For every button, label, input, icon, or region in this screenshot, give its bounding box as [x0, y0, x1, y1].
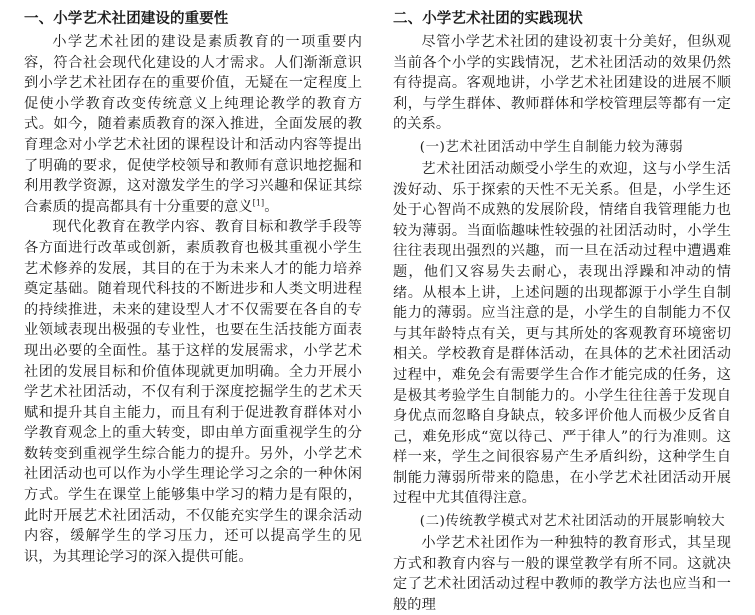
- section-title-practice: 二、小学艺术社团的实践现状: [393, 11, 583, 27]
- left-column: [24, 8, 362, 567]
- citation-marker: [1]: [252, 198, 265, 208]
- subsection-title-self-control: (一)艺术社团活动中学生自制能力较为薄弱: [419, 139, 684, 155]
- right-column: [393, 8, 731, 615]
- section-title-importance: 一、小学艺术社团建设的重要性: [24, 11, 229, 27]
- paragraph: 现代化教育在教学内容、教育目标和教学手段等各方面进行改革或创新，素质教育也极其重视小学生艺术修养的发展，其目的在于为未来人才的能力培养奠定基础。随着现代科技的不断进步和人类文明进程的持续推进，未来的建设型人才不仅需要在各自的专业领域表现出极强的专业性，也要在生活技能方面表现出必要的全面性。基于这样的发展需求，小学艺术社团的发展目标和价值体现就更加明确。全力开展小学艺术社团活动，不仅有利于深度挖掘学生的艺术天赋和提升其自主能力，而且有利于促进教育群体对小学教育观念上的重大转变，即由单方面重视学生的分数转变到重视学生综合能力的提升。另外，小学艺术社团活动也可以作为小学生理论学习之余的一种休闲方式。学生在课堂上能够集中学习的精力是有限的，此时开展艺术社团活动，不仅能充实学生的课余活动内容，缓解学生的学习压力，还可以提高学生的见识，为其理论学习的深入提供可能。: [24, 219, 362, 565]
- paragraph-text: 小学艺术社团的建设是素质教育的一项重要内容，符合社会现代化建设的人才需求。人们渐渐意识到小学艺术社团存在的重要价值，无疑在一定程度上促使小学教育改变传统意义上纯理论教学的教育方式。如今，随着素质教育的深入推进，全面发展的教育理念对小学艺术社团的课程设计和活动内容等提出了明确的要求，促使学校领导和教师有意识地挖掘和利用教学资源，这对激发学生的学习兴趣和保证其综合素质的提高都具有十分重要的意义: [24, 34, 362, 215]
- paragraph: 尽管小学艺术社团的建设初衷十分美好，但纵观当前各个小学的实践情况，艺术社团活动的效果仍然有待提高。客观地讲，小学艺术社团建设的进展不顺利，与学生群体、教师群体和学校管理层等都有一定的关系。: [393, 34, 731, 133]
- paragraph-end: 。: [264, 198, 279, 215]
- subsection-title-traditional-teaching: (二)传统教学模式对艺术社团活动的开展影响较大: [419, 514, 726, 530]
- paragraph: 小学艺术社团作为一种独特的教育形式，其呈现方式和教育内容与一般的课堂教学有所不同。这就决定了艺术社团活动过程中教师的教学方法也应当和一般的理: [393, 535, 731, 613]
- paragraph: [24, 32, 362, 217]
- paragraph: 艺术社团活动颇受小学生的欢迎，这与小学生活泼好动、乐于探索的天性不无关系。但是，小学生还处于心智尚不成熟的发展阶段，情绪自我管理能力也较为薄弱。当面临趣味性较强的社团活动时，小学生往往表现出强烈的兴趣，而一旦在活动过程中遭遇难题，他们又容易失去耐心，表现出浮躁和冲动的情绪。从根本上讲，上述问题的出现都源于小学生自制能力的薄弱。应当注意的是，小学生的自制能力不仅与其年龄特点有关，更与其所处的客观教育环境密切相关。学校教育是群体活动，在具体的艺术社团活动过程中，难免会有需要学生合作才能完成的任务，这是极其考验学生自制能力的。小学生往往善于发现自身优点而忽略自身缺点，较多评价他人而极少反省自己，难免形成“宽以待己、严于律人”的行为准则。这样一来，学生之间很容易产生矛盾纠纷，这种学生自制能力薄弱所带来的隐患，在小学艺术社团活动开展过程中尤其值得注意。: [393, 160, 731, 507]
